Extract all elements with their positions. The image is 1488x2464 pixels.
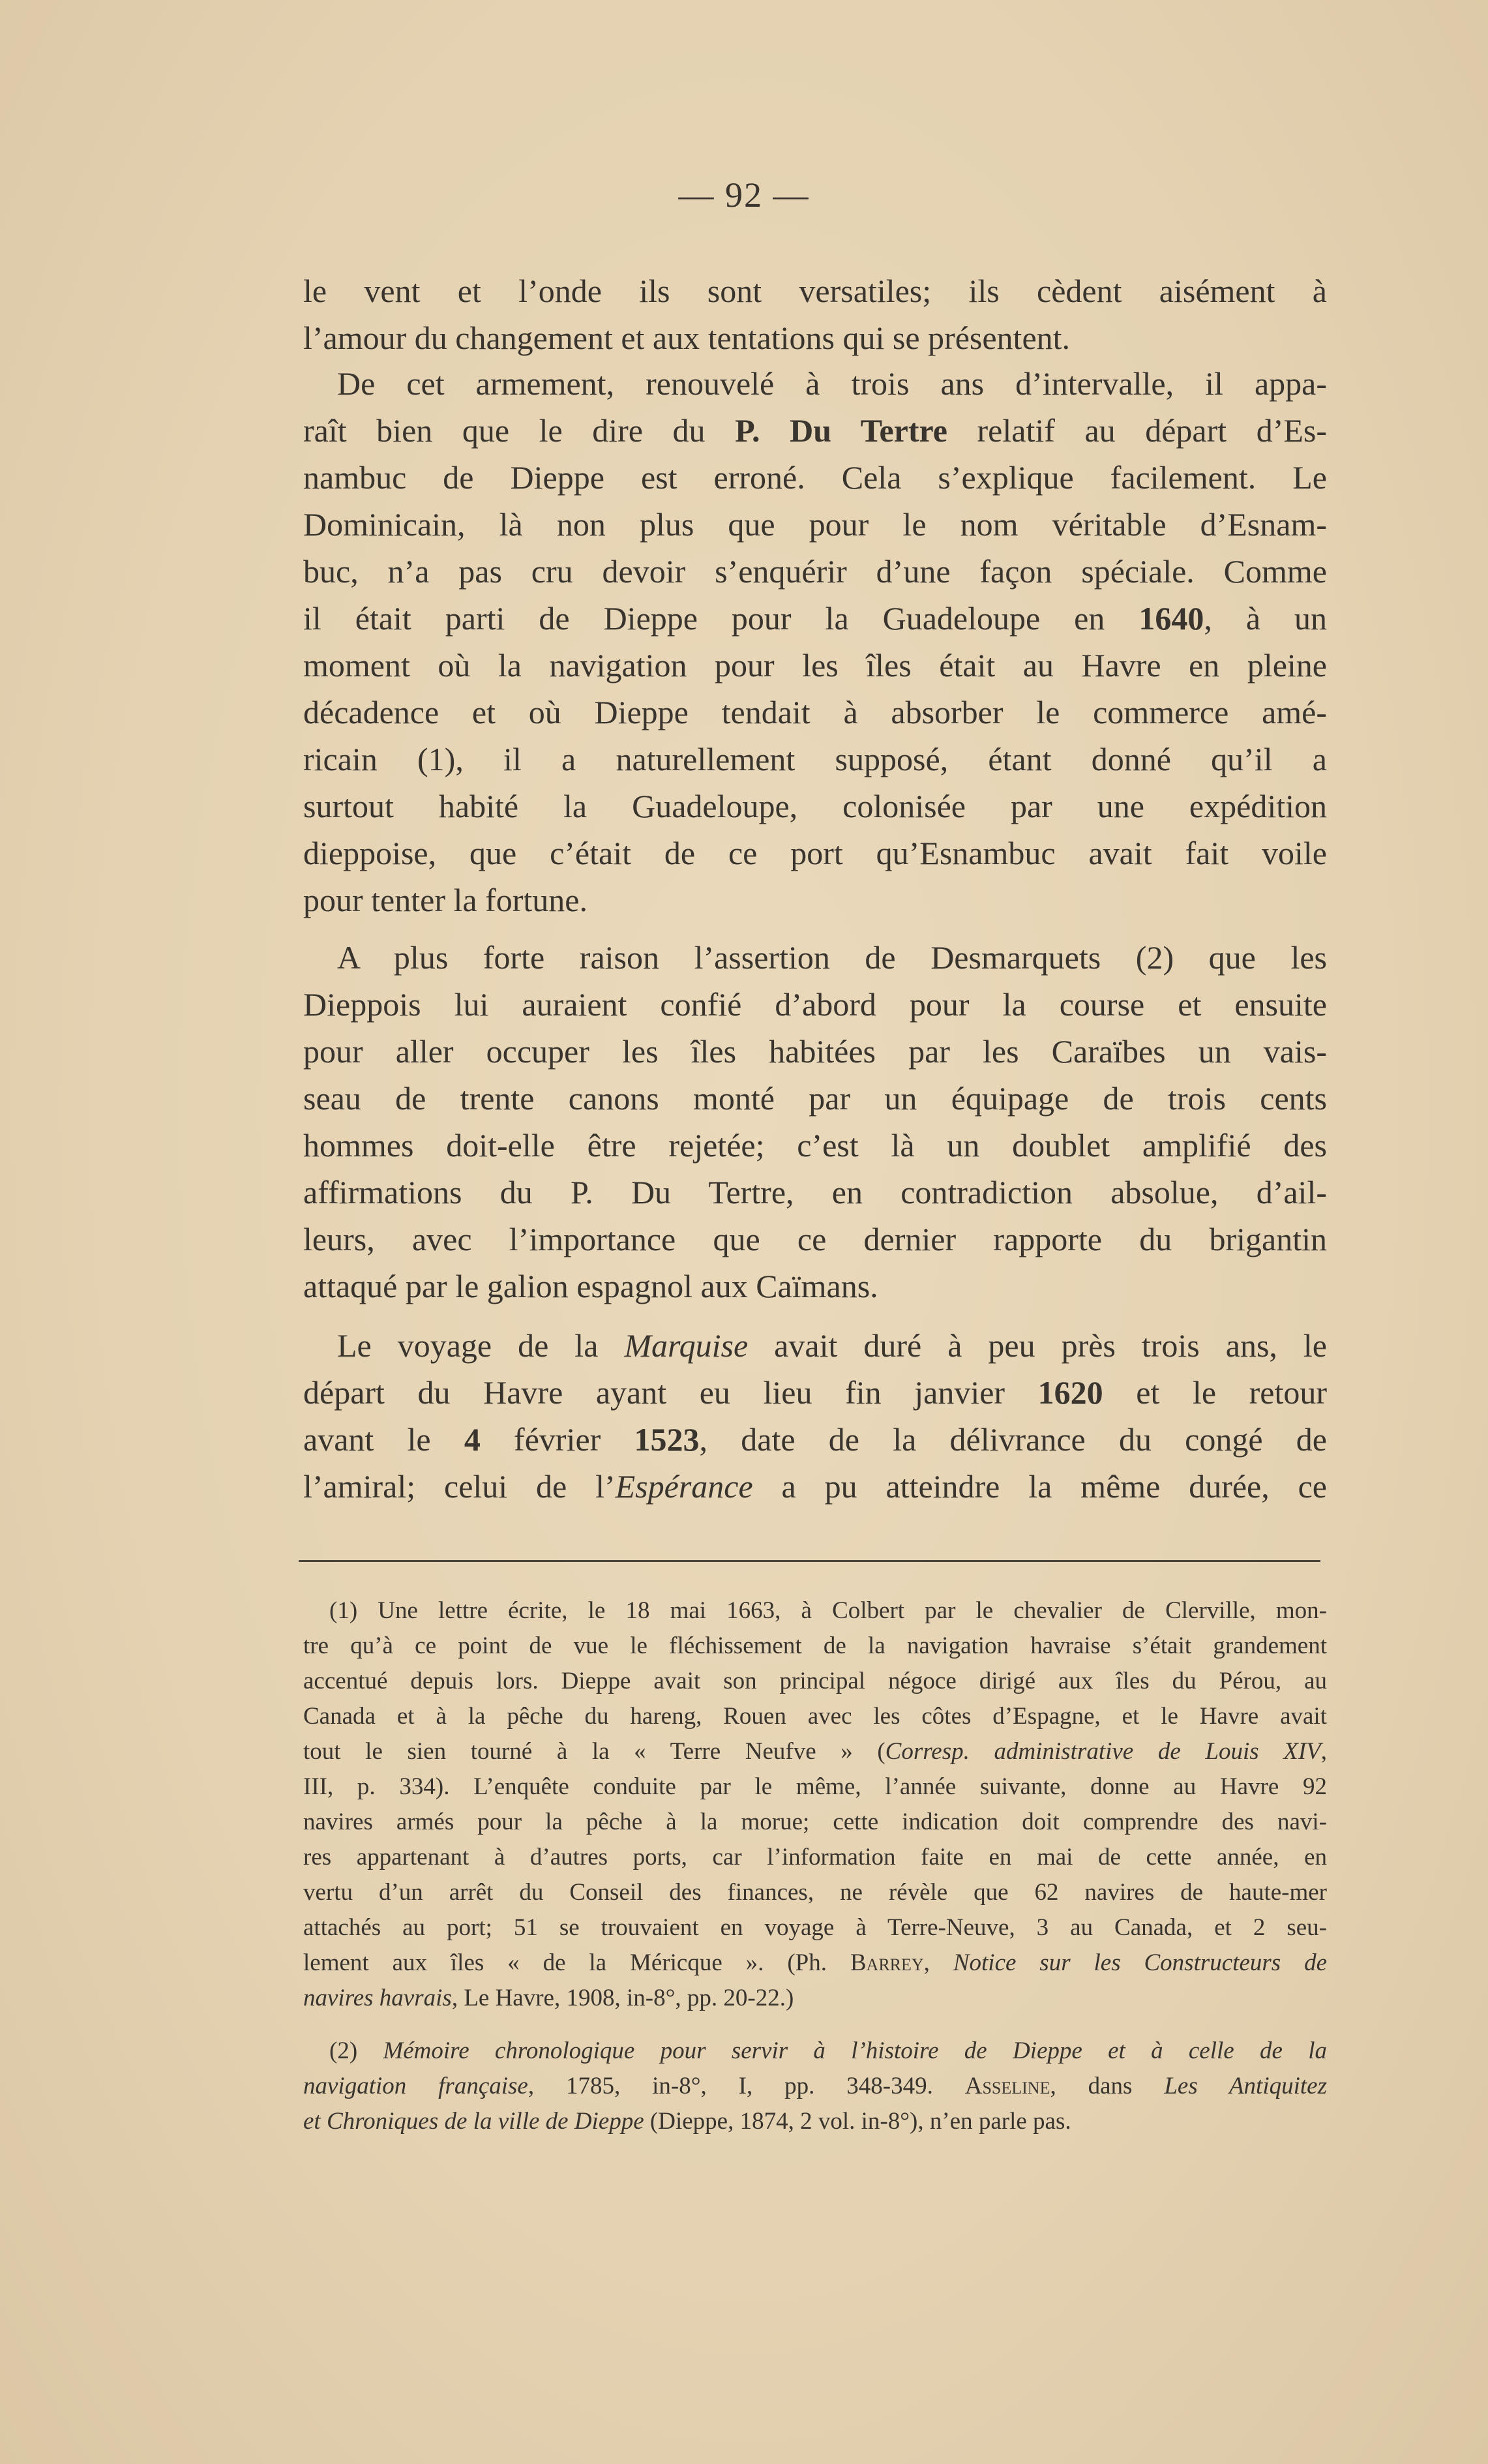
text-segment: , date de la délivrance du congé de xyxy=(699,1421,1327,1458)
text-segment: affirmations du P. Du Tertre, en contradiction absolue, d’ail- xyxy=(303,1174,1327,1210)
text-segment: ricain (1), il a naturellement supposé, étant donné qu’il a xyxy=(303,741,1327,777)
text-segment: pour tenter la fortune. xyxy=(303,882,588,918)
text-segment: relatif au départ d’Es- xyxy=(947,412,1327,449)
text-segment: seau de trente canons monté par un équipage de trois cents xyxy=(303,1080,1327,1117)
text-line xyxy=(303,1075,1327,1122)
bold-text: P. Du Tertre xyxy=(735,412,947,449)
text-line xyxy=(303,830,1327,877)
text-segment: il était parti de Dieppe pour la Guadeloupe en xyxy=(303,600,1139,637)
text-segment: décadence et où Dieppe tendait à absorber le commerce amé- xyxy=(303,694,1327,730)
bold-text: 4 xyxy=(464,1421,481,1458)
small-caps-text: Barrey xyxy=(850,1949,924,1976)
text-line xyxy=(303,1322,1327,1369)
text-line xyxy=(303,1981,1327,2016)
text-line xyxy=(303,267,1327,314)
text-segment: (2) xyxy=(329,2037,383,2064)
text-line xyxy=(303,877,1327,924)
text-segment: (Dieppe, 1874, 2 vol. in-8°), n’en parle pas. xyxy=(644,2108,1071,2135)
text-line xyxy=(303,1875,1327,1910)
text-segment: hommes doit-elle être rejetée; c’est là un doublet amplifié des xyxy=(303,1127,1327,1164)
text-segment: raît bien que le dire du xyxy=(303,412,736,449)
footnote xyxy=(303,2034,1327,2139)
text-line xyxy=(303,1369,1327,1416)
text-line xyxy=(303,548,1327,595)
text-segment: l’amiral; celui de l’ xyxy=(303,1468,616,1505)
text-segment: Dominicain, là non plus que pour le nom véritable d’Esnam- xyxy=(303,506,1327,543)
text-line xyxy=(303,1734,1327,1769)
text-segment: Dieppois lui auraient confié d’abord pour la course et ensuite xyxy=(303,986,1327,1023)
text-segment: De cet armement, renouvelé à trois ans d’intervalle, il appa- xyxy=(337,365,1327,402)
text-segment: surtout habité la Guadeloupe, colonisée par une expédition xyxy=(303,788,1327,824)
footnote-separator-rule xyxy=(299,1560,1320,1562)
paragraph xyxy=(303,1322,1327,1510)
paragraph xyxy=(303,934,1327,1310)
text-segment: leurs, avec l’importance que ce dernier rapporte du brigantin xyxy=(303,1221,1327,1257)
text-segment: dieppoise, que c’était de ce port qu’Esnambuc avait fait voile xyxy=(303,835,1327,871)
text-segment: et le retour xyxy=(1103,1374,1327,1411)
text-line xyxy=(303,981,1327,1028)
text-line xyxy=(303,1463,1327,1510)
text-segment: , Le Havre, 1908, in-8°, pp. 20-22.) xyxy=(451,1985,794,2011)
italic-text: Notice sur les Constructeurs de xyxy=(953,1949,1327,1976)
italic-text: Mémoire chronologique pour servir à l’histoire de Dieppe et à celle de la xyxy=(383,2037,1327,2064)
paragraph xyxy=(303,360,1327,924)
text-line xyxy=(303,1946,1327,1981)
bold-text: 1620 xyxy=(1037,1374,1103,1411)
page-number: — 92 — xyxy=(678,175,810,215)
text-line xyxy=(303,1216,1327,1263)
text-segment: res appartenant à d’autres ports, car l’information faite en mai de cette année, en xyxy=(303,1844,1327,1871)
text-line xyxy=(303,1593,1327,1629)
text-line xyxy=(303,1028,1327,1075)
text-line xyxy=(303,314,1327,361)
text-line xyxy=(303,360,1327,407)
footnote xyxy=(303,1593,1327,2016)
text-segment: le vent et l’onde ils sont versatiles; ils cèdent aisément à xyxy=(303,273,1327,309)
text-segment: lement aux îles « de la Méricque ». (Ph. xyxy=(303,1949,850,1976)
text-segment: avait duré à peu près trois ans, le xyxy=(748,1327,1327,1364)
text-line xyxy=(303,1629,1327,1664)
text-segment: attachés au port; 51 se trouvaient en voyage à Terre-Neuve, 3 au Canada, et 2 seu- xyxy=(303,1914,1327,1941)
text-segment: a pu atteindre la même durée, ce xyxy=(752,1468,1327,1505)
text-line xyxy=(303,1416,1327,1463)
bold-text: 1523 xyxy=(634,1421,700,1458)
text-line xyxy=(303,642,1327,689)
paragraph xyxy=(303,267,1327,361)
text-segment: nambuc de Dieppe est erroné. Cela s’explique facilement. Le xyxy=(303,459,1327,496)
italic-text: navigation française xyxy=(303,2073,528,2099)
text-line xyxy=(303,1910,1327,1946)
text-line xyxy=(303,2069,1327,2104)
text-line xyxy=(303,1769,1327,1805)
text-line xyxy=(303,501,1327,548)
text-line xyxy=(303,1840,1327,1875)
text-segment: l’amour du changement et aux tentations qui se présentent. xyxy=(303,320,1071,356)
italic-text: Corresp. administrative de Louis XIV xyxy=(885,1738,1321,1765)
text-line xyxy=(303,1699,1327,1734)
text-segment: moment où la navigation pour les îles était au Havre en pleine xyxy=(303,647,1327,684)
text-segment: A plus forte raison l’assertion de Desmarquets (2) que les xyxy=(337,939,1327,976)
text-segment: (1) Une lettre écrite, le 18 mai 1663, à Colbert par le chevalier de Clerville, mon- xyxy=(329,1597,1327,1624)
text-line xyxy=(303,689,1327,736)
text-segment: tout le sien tourné à la « Terre Neufve » ( xyxy=(303,1738,885,1765)
text-line xyxy=(303,407,1327,454)
text-segment: Canada et à la pêche du hareng, Rouen avec les côtes d’Espagne, et le Havre avait xyxy=(303,1703,1327,1730)
text-line xyxy=(303,1122,1327,1169)
text-segment: vertu d’un arrêt du Conseil des finances, ne révèle que 62 navires de haute-mer xyxy=(303,1879,1327,1906)
italic-text: Marquise xyxy=(624,1327,749,1364)
text-line xyxy=(303,2104,1327,2139)
italic-text: et Chroniques de la ville de Dieppe xyxy=(303,2108,644,2135)
text-segment: , xyxy=(923,1949,953,1976)
text-segment: buc, n’a pas cru devoir s’enquérir d’une façon spéciale. Comme xyxy=(303,553,1327,590)
italic-text: Espérance xyxy=(615,1468,753,1505)
bold-text: 1640 xyxy=(1138,600,1204,637)
text-line xyxy=(303,736,1327,783)
text-segment: tre qu’à ce point de vue le fléchissement de la navigation havraise s’était grandement xyxy=(303,1632,1327,1659)
text-segment: accentué depuis lors. Dieppe avait son principal négoce dirigé aux îles du Pérou, au xyxy=(303,1668,1327,1694)
italic-text: Les Antiquitez xyxy=(1164,2073,1327,2099)
text-segment: départ du Havre ayant eu lieu fin janvier xyxy=(303,1374,1038,1411)
text-segment: pour aller occuper les îles habitées par les Caraïbes un vais- xyxy=(303,1033,1327,1070)
text-segment: Le voyage de la xyxy=(337,1327,625,1364)
text-segment: , 1785, in-8°, I, pp. 348-349. xyxy=(528,2073,965,2099)
italic-text: navires havrais xyxy=(303,1985,452,2011)
text-segment: avant le xyxy=(303,1421,464,1458)
text-segment: , à un xyxy=(1204,600,1327,637)
text-line xyxy=(303,595,1327,642)
text-line xyxy=(303,934,1327,981)
text-line xyxy=(303,1805,1327,1840)
text-segment: attaqué par le galion espagnol aux Caïmans. xyxy=(303,1268,878,1304)
text-line xyxy=(303,1664,1327,1699)
text-segment: , dans xyxy=(1050,2073,1165,2099)
text-segment: navires armés pour la pêche à la morue; cette indication doit comprendre des navi- xyxy=(303,1809,1327,1835)
text-line xyxy=(303,2034,1327,2069)
text-line xyxy=(303,1263,1327,1310)
text-segment: III, p. 334). L’enquête conduite par le même, l’année suivante, donne au Havre 92 xyxy=(303,1773,1327,1800)
text-line xyxy=(303,454,1327,501)
text-segment: , xyxy=(1320,1738,1327,1765)
text-line xyxy=(303,783,1327,830)
text-line xyxy=(303,1169,1327,1216)
small-caps-text: Asseline xyxy=(964,2073,1050,2099)
text-segment: février xyxy=(480,1421,634,1458)
